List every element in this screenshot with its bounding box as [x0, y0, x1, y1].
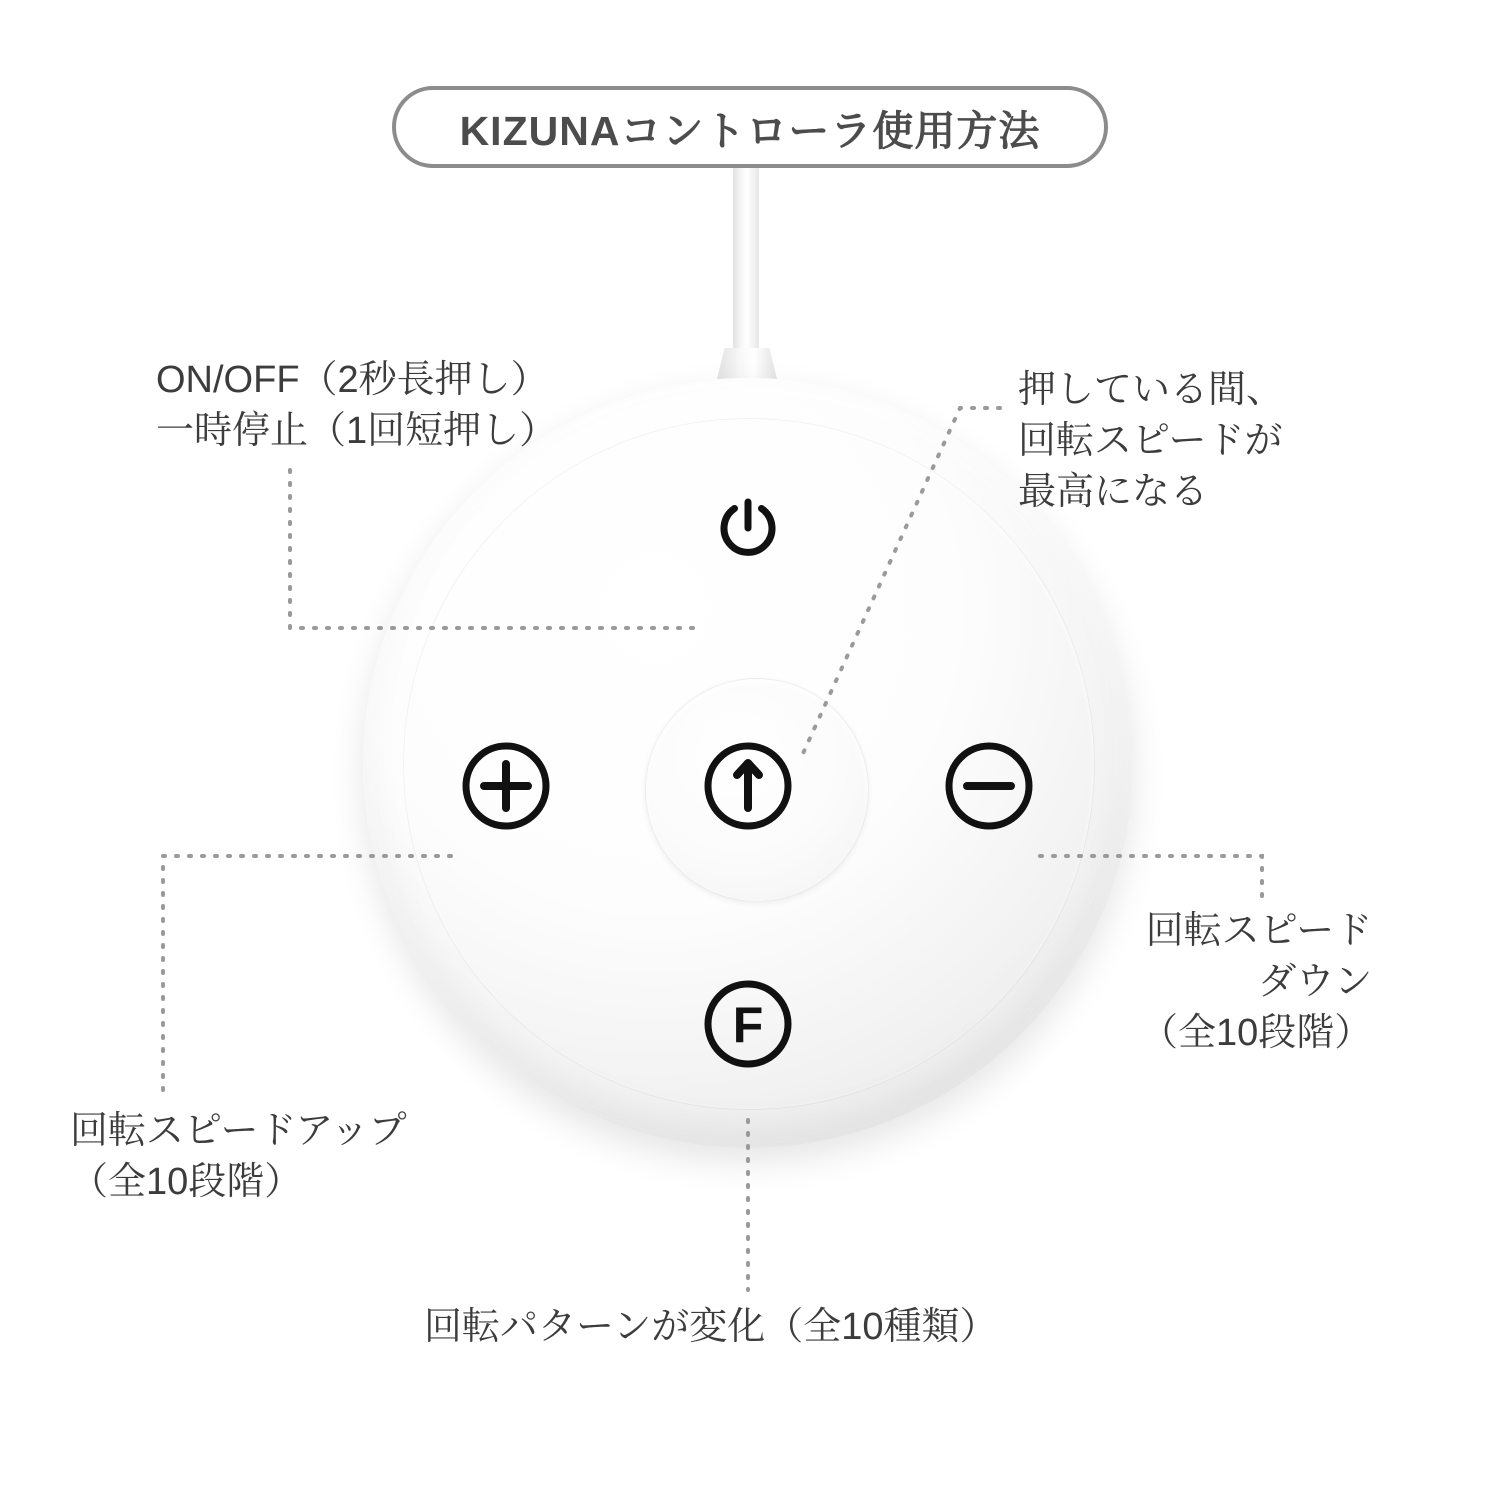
callout-boost-line1: 押している間、 — [1018, 369, 1285, 411]
callout-boost — [1018, 365, 1284, 518]
callout-speed-down — [1140, 906, 1372, 1059]
callout-speed-down-line3: （全10段階） — [1140, 1011, 1373, 1054]
callout-boost-line3: 最高になる — [1018, 470, 1209, 513]
callout-onoff-line2: 一時停止（1回短押し） — [156, 409, 558, 452]
callout-speed-down-line1: 回転スピード — [1145, 910, 1373, 952]
callout-pattern — [424, 1302, 998, 1353]
callout-speed-up-line1: 回転スピードアップ — [70, 1110, 407, 1152]
callout-boost-line2: 回転スピードが — [1018, 419, 1283, 462]
callout-speed-up — [70, 1106, 407, 1208]
callout-speed-down-line2: ダウン — [1258, 960, 1373, 1003]
svg-text:F: F — [732, 997, 764, 1053]
callout-onoff — [156, 355, 557, 457]
callout-pattern-line1: 回転パターンが変化（全10種類） — [424, 1306, 998, 1348]
page-title: KIZUNAコントローラ使用方法 — [459, 107, 1041, 154]
callout-speed-up-line2: （全10段階） — [70, 1160, 303, 1203]
callout-onoff-line1: ON/OFF（2秒長押し） — [156, 359, 549, 401]
